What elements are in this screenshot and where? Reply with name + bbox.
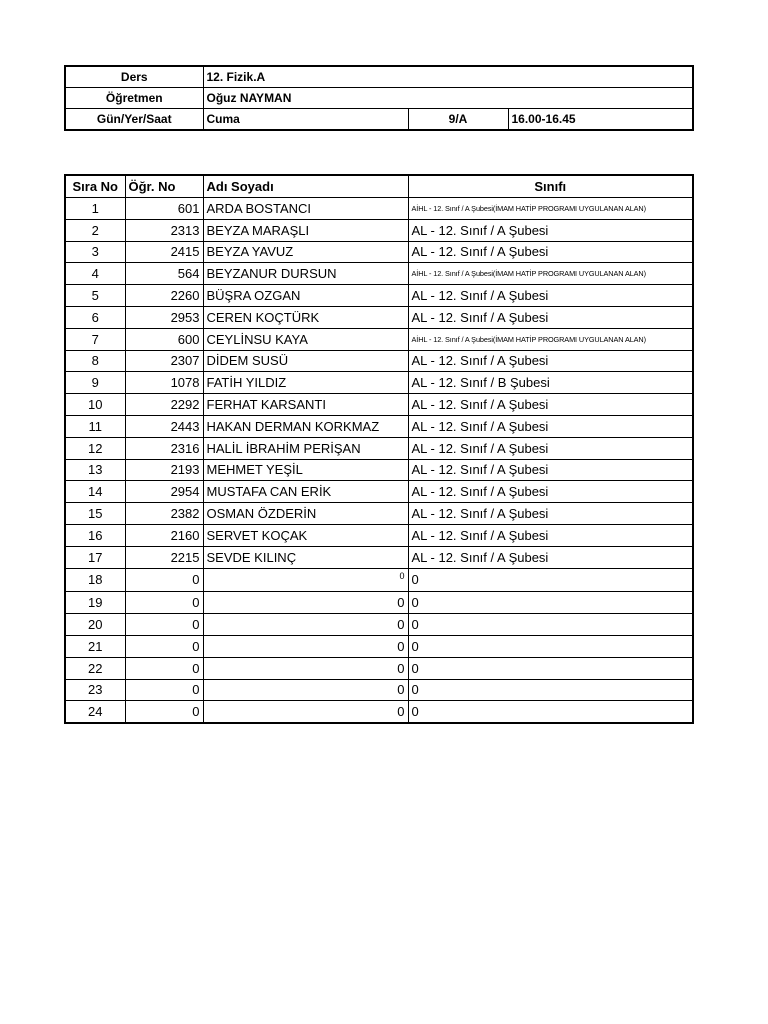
ad-soyad-cell: FERHAT KARSANTI: [203, 394, 408, 416]
course-info-table: [64, 65, 694, 131]
sira-cell: 10: [65, 394, 125, 416]
table-row: [65, 415, 693, 437]
ad-soyad-cell: FATİH YILDIZ: [203, 372, 408, 394]
ders-value: 12. Fizik.A: [203, 66, 693, 88]
table-row: [65, 459, 693, 481]
table-row: [65, 285, 693, 307]
ogr-no-cell: 2307: [125, 350, 203, 372]
table-row: [65, 679, 693, 701]
sinif-cell: AL - 12. Sınıf / A Şubesi: [408, 306, 693, 328]
ogr-no-cell: 601: [125, 198, 203, 220]
sinif-cell: AL - 12. Sınıf / A Şubesi: [408, 459, 693, 481]
sinif-cell: AL - 12. Sınıf / A Şubesi: [408, 524, 693, 546]
ogr-no-cell: 0: [125, 592, 203, 614]
ogr-no-cell: 600: [125, 328, 203, 350]
roster-body: [65, 198, 693, 724]
ad-soyad-cell: HAKAN DERMAN KORKMAZ: [203, 415, 408, 437]
ad-soyad-cell: CEREN KOÇTÜRK: [203, 306, 408, 328]
ogr-no-cell: 2954: [125, 481, 203, 503]
sinif-cell: AİHL - 12. Sınıf / A Şubesi(İMAM HATİP PROGRAMI UYGULANAN ALAN): [408, 198, 693, 220]
ders-row: [65, 66, 693, 88]
table-row: [65, 394, 693, 416]
gun-value: Cuma: [203, 109, 408, 131]
ogr-no-cell: 2260: [125, 285, 203, 307]
ad-soyad-cell: CEYLİNSU KAYA: [203, 328, 408, 350]
col-header-sira: Sıra No: [65, 175, 125, 198]
sira-cell: 3: [65, 241, 125, 263]
ad-soyad-cell: BEYZANUR DURSUN: [203, 263, 408, 285]
ogr-no-cell: 2160: [125, 524, 203, 546]
sinif-cell: 0: [408, 657, 693, 679]
sira-cell: 2: [65, 219, 125, 241]
table-row: [65, 635, 693, 657]
table-row: [65, 263, 693, 285]
ogretmen-row: [65, 88, 693, 109]
saat-value: 16.00-16.45: [508, 109, 693, 131]
ogr-no-cell: 0: [125, 701, 203, 723]
table-row: [65, 614, 693, 636]
ogr-no-cell: 0: [125, 635, 203, 657]
sinif-cell: AL - 12. Sınıf / A Şubesi: [408, 394, 693, 416]
sinif-cell: AL - 12. Sınıf / A Şubesi: [408, 285, 693, 307]
sira-cell: 19: [65, 592, 125, 614]
table-row: [65, 503, 693, 525]
sinif-cell: AL - 12. Sınıf / A Şubesi: [408, 219, 693, 241]
table-row: [65, 350, 693, 372]
ders-label: Ders: [65, 66, 203, 88]
sira-cell: 13: [65, 459, 125, 481]
sira-cell: 1: [65, 198, 125, 220]
ad-soyad-cell: SERVET KOÇAK: [203, 524, 408, 546]
sira-cell: 23: [65, 679, 125, 701]
sinif-cell: AİHL - 12. Sınıf / A Şubesi(İMAM HATİP PROGRAMI UYGULANAN ALAN): [408, 328, 693, 350]
ogr-no-cell: 0: [125, 568, 203, 592]
sinif-cell: AL - 12. Sınıf / A Şubesi: [408, 241, 693, 263]
sira-cell: 14: [65, 481, 125, 503]
table-row: [65, 198, 693, 220]
sinif-cell: AL - 12. Sınıf / B Şubesi: [408, 372, 693, 394]
ad-soyad-cell: 0: [203, 568, 408, 592]
sira-cell: 11: [65, 415, 125, 437]
ad-soyad-cell: BEYZA MARAŞLI: [203, 219, 408, 241]
ad-soyad-cell: 0: [203, 635, 408, 657]
sinif-cell: 0: [408, 679, 693, 701]
table-row: [65, 219, 693, 241]
sira-cell: 8: [65, 350, 125, 372]
sira-cell: 6: [65, 306, 125, 328]
sira-cell: 12: [65, 437, 125, 459]
sira-cell: 17: [65, 546, 125, 568]
col-header-ad-soyad: Adı Soyadı: [203, 175, 408, 198]
ad-soyad-cell: HALİL İBRAHİM PERİŞAN: [203, 437, 408, 459]
sira-cell: 7: [65, 328, 125, 350]
sinif-cell: AL - 12. Sınıf / A Şubesi: [408, 350, 693, 372]
table-row: [65, 372, 693, 394]
sinif-cell: 0: [408, 614, 693, 636]
ogr-no-cell: 1078: [125, 372, 203, 394]
ad-soyad-cell: MEHMET YEŞİL: [203, 459, 408, 481]
sira-cell: 22: [65, 657, 125, 679]
ad-soyad-cell: ARDA BOSTANCI: [203, 198, 408, 220]
roster-header-row: [65, 175, 693, 198]
table-row: [65, 306, 693, 328]
ogr-no-cell: 2292: [125, 394, 203, 416]
sinif-cell: AL - 12. Sınıf / A Şubesi: [408, 415, 693, 437]
ogretmen-label: Öğretmen: [65, 88, 203, 109]
ad-soyad-cell: 0: [203, 657, 408, 679]
ad-soyad-cell: SEVDE KILINÇ: [203, 546, 408, 568]
table-row: [65, 481, 693, 503]
sira-cell: 5: [65, 285, 125, 307]
ogr-no-cell: 2443: [125, 415, 203, 437]
ad-soyad-cell: 0: [203, 701, 408, 723]
ogr-no-cell: 2215: [125, 546, 203, 568]
ogr-no-cell: 2953: [125, 306, 203, 328]
ogr-no-cell: 0: [125, 679, 203, 701]
table-row: [65, 241, 693, 263]
ogr-no-cell: 2313: [125, 219, 203, 241]
sinif-cell: 0: [408, 701, 693, 723]
ogr-no-cell: 0: [125, 657, 203, 679]
ogr-no-cell: 564: [125, 263, 203, 285]
ogr-no-cell: 0: [125, 614, 203, 636]
table-row: [65, 524, 693, 546]
yer-value: 9/A: [408, 109, 508, 131]
table-row: [65, 568, 693, 592]
sira-cell: 4: [65, 263, 125, 285]
table-row: [65, 657, 693, 679]
ad-soyad-cell: BEYZA YAVUZ: [203, 241, 408, 263]
ad-soyad-cell: 0: [203, 592, 408, 614]
ogr-no-cell: 2382: [125, 503, 203, 525]
sira-cell: 16: [65, 524, 125, 546]
ogretmen-value: Oğuz NAYMAN: [203, 88, 693, 109]
sinif-cell: AL - 12. Sınıf / A Şubesi: [408, 503, 693, 525]
sira-cell: 20: [65, 614, 125, 636]
sinif-cell: AİHL - 12. Sınıf / A Şubesi(İMAM HATİP PROGRAMI UYGULANAN ALAN): [408, 263, 693, 285]
sinif-cell: AL - 12. Sınıf / A Şubesi: [408, 546, 693, 568]
sinif-cell: 0: [408, 592, 693, 614]
sira-cell: 18: [65, 568, 125, 592]
ad-soyad-cell: OSMAN ÖZDERİN: [203, 503, 408, 525]
table-row: [65, 437, 693, 459]
sinif-cell: AL - 12. Sınıf / A Şubesi: [408, 437, 693, 459]
sira-cell: 21: [65, 635, 125, 657]
sinif-cell: 0: [408, 568, 693, 592]
ogr-no-cell: 2316: [125, 437, 203, 459]
ogr-no-cell: 2193: [125, 459, 203, 481]
ad-soyad-cell: 0: [203, 679, 408, 701]
ad-soyad-cell: MUSTAFA CAN ERİK: [203, 481, 408, 503]
table-row: [65, 328, 693, 350]
sira-cell: 9: [65, 372, 125, 394]
table-row: [65, 701, 693, 723]
gun-yer-saat-label: Gün/Yer/Saat: [65, 109, 203, 131]
sinif-cell: 0: [408, 635, 693, 657]
table-row: [65, 592, 693, 614]
table-row: [65, 546, 693, 568]
ad-soyad-cell: DİDEM SUSÜ: [203, 350, 408, 372]
gun-yer-saat-row: [65, 109, 693, 131]
student-roster-table: [64, 174, 694, 724]
col-header-sinif: Sınıfı: [408, 175, 693, 198]
col-header-ogr-no: Öğr. No: [125, 175, 203, 198]
ad-soyad-cell: 0: [203, 614, 408, 636]
ogr-no-cell: 2415: [125, 241, 203, 263]
sinif-cell: AL - 12. Sınıf / A Şubesi: [408, 481, 693, 503]
sira-cell: 24: [65, 701, 125, 723]
ad-soyad-cell: BÜŞRA OZGAN: [203, 285, 408, 307]
sira-cell: 15: [65, 503, 125, 525]
